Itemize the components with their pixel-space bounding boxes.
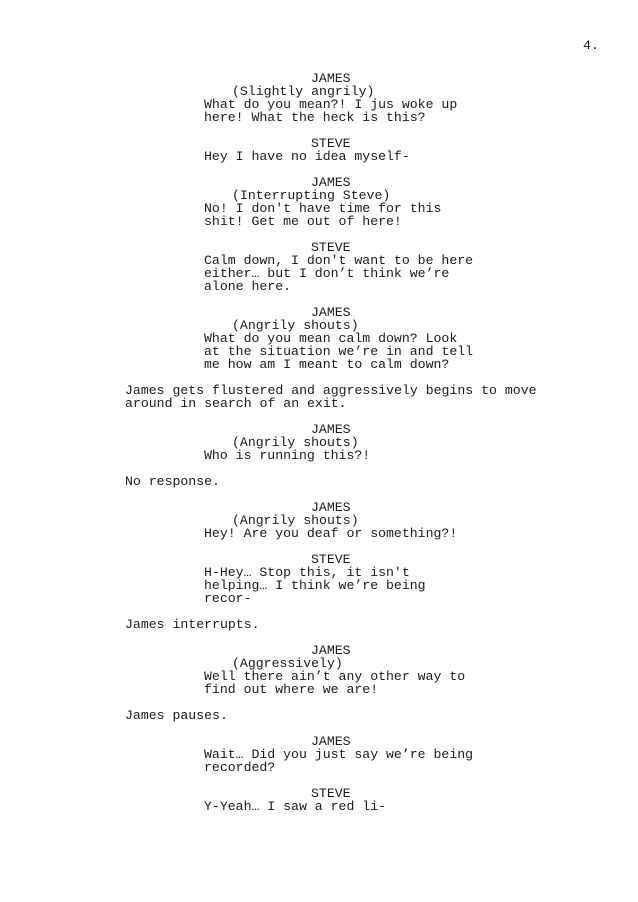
character-cue: STEVE — [311, 552, 351, 567]
parenthetical: (Angrily shouts) — [232, 513, 359, 528]
dialogue-line: Hey I have no idea myself- — [204, 149, 410, 164]
character-cue: JAMES — [311, 71, 351, 86]
action-line: around in search of an exit. — [125, 396, 347, 411]
action-line: James pauses. — [125, 708, 228, 723]
character-cue: STEVE — [311, 136, 351, 151]
character-cue: JAMES — [311, 500, 351, 515]
character-cue: JAMES — [311, 422, 351, 437]
character-cue: JAMES — [311, 734, 351, 749]
dialogue-line: here! What the heck is this? — [204, 110, 426, 125]
page-number: 4. — [583, 38, 599, 53]
character-cue: STEVE — [311, 240, 351, 255]
dialogue-line: Hey! Are you deaf or something?! — [204, 526, 458, 541]
action-line: James interrupts. — [125, 617, 260, 632]
character-cue: JAMES — [311, 175, 351, 190]
dialogue-line: H-Hey… Stop this, it isn't — [204, 565, 410, 580]
character-cue: JAMES — [311, 305, 351, 320]
action-line: James gets flustered and aggressively begins to move — [125, 383, 537, 398]
dialogue-line: Wait… Did you just say we’re being — [204, 747, 474, 762]
dialogue-line: at the situation we’re in and tell — [204, 344, 474, 359]
dialogue-line: Well there ain’t any other way to — [204, 669, 466, 684]
action-line: No response. — [125, 474, 220, 489]
dialogue-line: Who is running this?! — [204, 448, 371, 463]
dialogue-line: me how am I meant to calm down? — [204, 357, 450, 372]
parenthetical: (Slightly angrily) — [232, 84, 375, 99]
parenthetical: (Interrupting Steve) — [232, 188, 391, 203]
character-cue: STEVE — [311, 786, 351, 801]
dialogue-line: recor- — [204, 591, 252, 606]
dialogue-line: helping… I think we’re being — [204, 578, 426, 593]
dialogue-line: either… but I don’t think we’re — [204, 266, 450, 281]
parenthetical: (Aggressively) — [232, 656, 343, 671]
character-cue: JAMES — [311, 643, 351, 658]
dialogue-line: What do you mean calm down? Look — [204, 331, 458, 346]
parenthetical: (Angrily shouts) — [232, 318, 359, 333]
dialogue-line: Calm down, I don't want to be here — [204, 253, 474, 268]
parenthetical: (Angrily shouts) — [232, 435, 359, 450]
dialogue-line: shit! Get me out of here! — [204, 214, 402, 229]
dialogue-line: find out where we are! — [204, 682, 379, 697]
dialogue-line: What do you mean?! I jus woke up — [204, 97, 458, 112]
dialogue-line: recorded? — [204, 760, 276, 775]
dialogue-line: alone here. — [204, 279, 292, 294]
dialogue-line: Y-Yeah… I saw a red li- — [204, 799, 387, 814]
dialogue-line: No! I don't have time for this — [204, 201, 442, 216]
